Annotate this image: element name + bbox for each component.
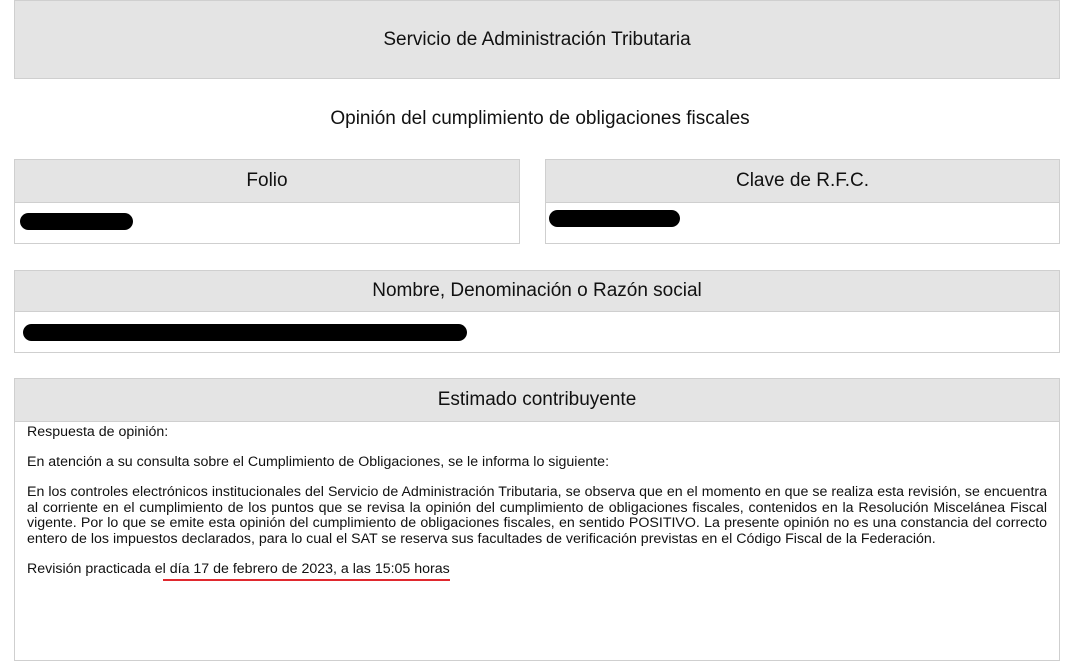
rfc-label: Clave de R.F.C. xyxy=(735,170,870,191)
name-section xyxy=(14,270,1060,353)
message-header xyxy=(15,379,1059,422)
message-line-response: Respuesta de opinión: xyxy=(27,424,169,440)
revision-date-underlined: l día 17 de febrero de 2023, a las 15:05 horas xyxy=(163,561,450,581)
folio-header xyxy=(15,160,519,203)
message-paragraph: En los controles electrónicos institucionales del Servicio de Administración Tributaria, se observa que en el momento en que se realiza esta revisión, se encuentra al corriente en el cumplimiento de los puntos que se revisa la opinión del cumplimiento de obligaciones fiscales, contenidos en la Resolución Miscelánea Fiscal vigente. Por lo que se emite esta opinión del cumplimiento de obligaciones fiscales, en sentido POSITIVO. La presente opinión no es una constancia del correcto entero de los impuestos declarados, para lo cual el SAT se reserva sus facultades de verificación previstas en el Código Fiscal de la Federación. xyxy=(27,484,1047,547)
revision-line xyxy=(27,562,1047,578)
message-section xyxy=(14,378,1060,661)
rfc-redaction xyxy=(549,210,680,227)
message-line-intro: En atención a su consulta sobre el Cumplimiento de Obligaciones, se le informa lo siguiente: xyxy=(27,454,610,470)
header-banner xyxy=(14,0,1060,79)
folio-redaction xyxy=(20,213,133,230)
message-title: Estimado contribuyente xyxy=(437,389,637,410)
rfc-section xyxy=(545,159,1060,244)
message-body xyxy=(15,422,1059,577)
page-title: Opinión del cumplimiento de obligaciones fiscales xyxy=(330,108,750,129)
header-title: Servicio de Administración Tributaria xyxy=(383,28,691,50)
rfc-header xyxy=(546,160,1059,203)
name-redaction xyxy=(23,324,467,341)
folio-label: Folio xyxy=(246,170,288,191)
folio-section xyxy=(14,159,520,244)
name-header xyxy=(15,271,1059,312)
revision-prefix: Revisión practicada e xyxy=(27,560,163,577)
name-label: Nombre, Denominación o Razón social xyxy=(372,280,702,301)
